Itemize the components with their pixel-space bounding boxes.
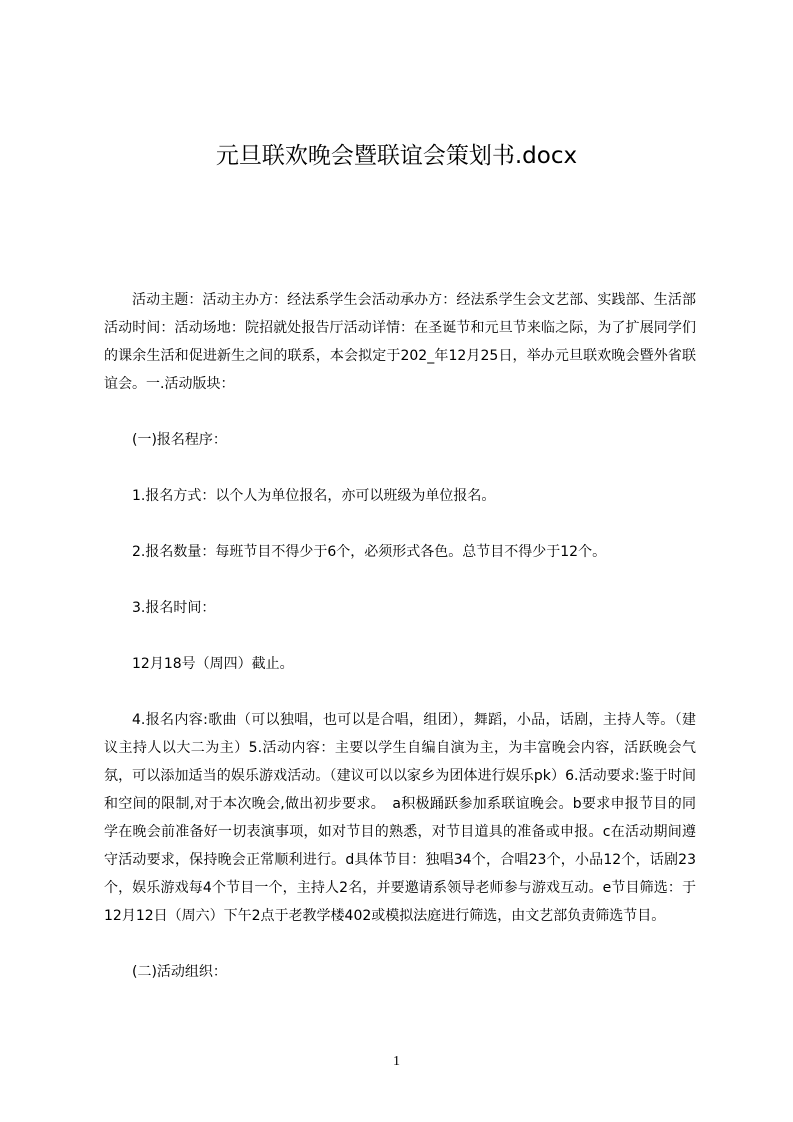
paragraph-section-registration: (一)报名程序： [132,432,227,448]
paragraph-intro: 活动主题：活动主办方：经法系学生会活动承办方：经法系学生会文艺部、实践部、生活部活动时间：活动场地：院招就处报告厅活动详情：在圣诞节和元旦节来临之际，为了扩展同学们的课余生活和促进新生之间的联系，本会拟定于202_年12月25日，举办元旦联欢晚会暨外省联谊会。一.活动版块： [104,292,696,392]
paragraph-registration-quantity: 2.报名数量：每班节目不得少于6个，必须形式各色。总节目不得少于12个。 [132,544,607,560]
page-number: 1 [393,1054,400,1069]
paragraph-gap [104,678,696,706]
paragraph-gap [104,566,696,594]
paragraph-gap [104,398,696,426]
document-title: 元旦联欢晚会暨联谊会策划书.docx [215,143,578,169]
paragraph-registration-content: 4.报名内容:歌曲（可以独唱，也可以是合唱，组团），舞蹈，小品，话剧，主持人等。（建议主持人以大二为主）5.活动内容：主要以学生自编自演为主，为丰富晚会内容，活跃晚会气氛，可以添加适当的娱乐游戏活动。（建议可以以家乡为团体进行娱乐pk）6.活动要求:鉴于时间和空间的限制,对于本次晚会,做出初步要求。 a积极踊跃参加系联谊晚会。b要求申报节目的同学在晚会前准备好一切表演事项，如对节目的熟悉，对节目道具的准备或申报。c在活动期间遵守活动要求，保持晚会正常顺利进行。d具体节目：独唱34个，合唱23个，小品12个，话剧23个，娱乐游戏每4个节目一个，主持人2名，并要邀请系领导老师参与游戏互动。e节目筛选：于12月12日（周六）下午2点于老教学楼402或模拟法庭进行筛选，由文艺部负责筛选节目。 [104,712,696,924]
paragraph-gap [104,454,696,482]
paragraph-gap [104,510,696,538]
paragraph-registration-time: 3.报名时间： [132,600,216,616]
paragraph-section-organization: (二)活动组织： [132,964,227,980]
paragraph-gap [104,930,696,958]
paragraph-deadline: 12月18号（周四）截止。 [132,656,294,672]
paragraph-gap [104,622,696,650]
paragraph-registration-method: 1.报名方式：以个人为单位报名，亦可以班级为单位报名。 [132,488,496,504]
document-body [104,286,696,986]
